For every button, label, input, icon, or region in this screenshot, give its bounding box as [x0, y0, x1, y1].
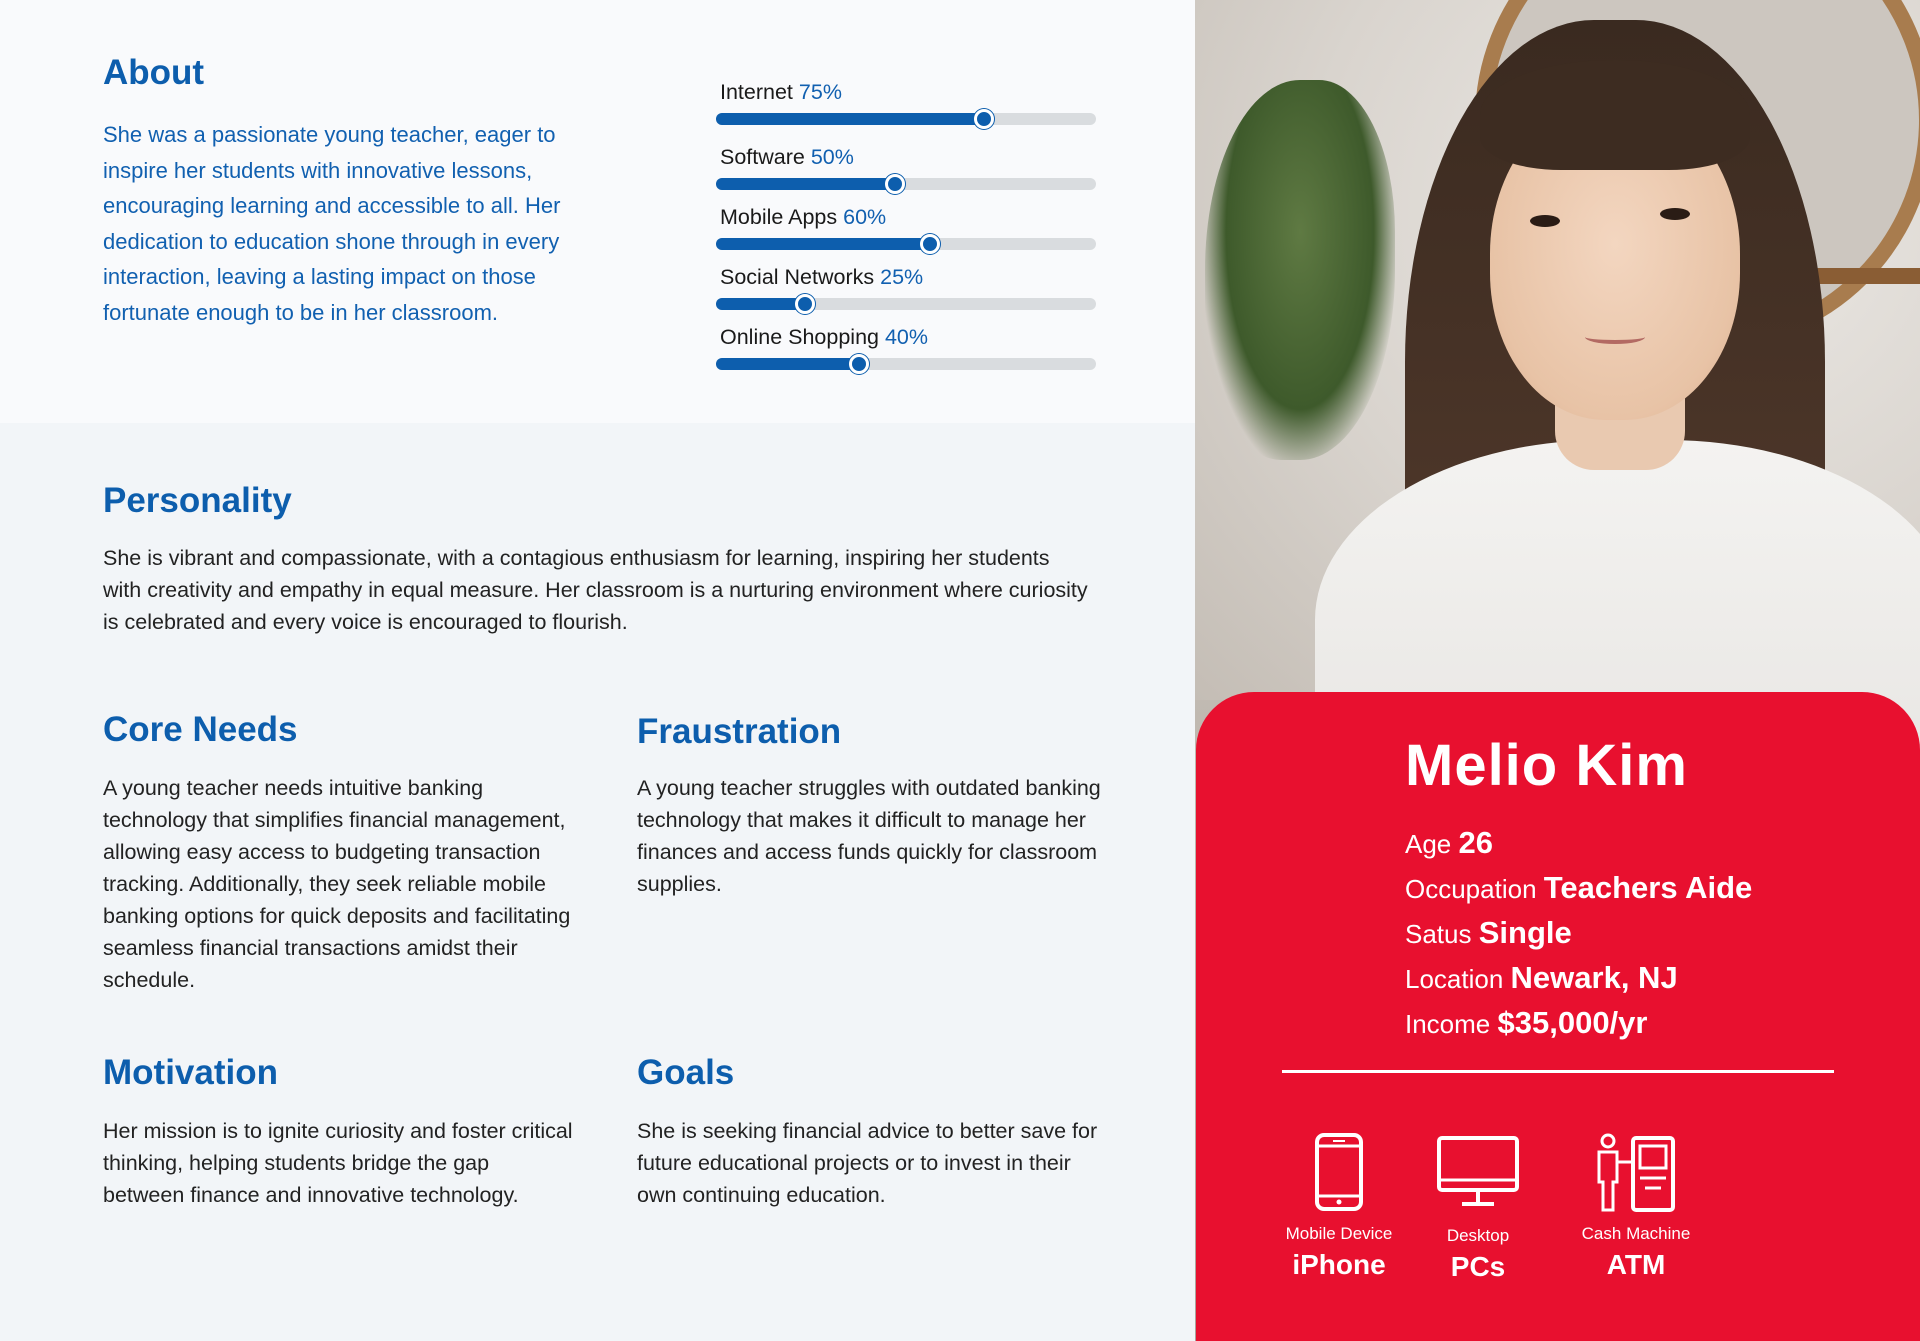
device-value: PCs	[1450, 1251, 1506, 1282]
frustration-heading: Fraustration	[637, 712, 842, 751]
device-caption: Cash Machine	[1581, 1224, 1691, 1243]
device-mobile	[1259, 1132, 1419, 1302]
about-heading: About	[103, 53, 205, 92]
occupation-row: Occupation Teachers Aide	[1405, 870, 1753, 905]
skill-fill	[716, 178, 895, 190]
skill-knob	[795, 294, 815, 314]
skill-track	[716, 298, 1096, 310]
skill-knob	[849, 354, 869, 374]
core-needs-heading: Core Needs	[103, 710, 298, 749]
goals-heading: Goals	[637, 1053, 735, 1092]
motivation-heading: Motivation	[103, 1053, 278, 1092]
location-row: Location Newark, NJ	[1405, 960, 1678, 995]
motivation-text: Her mission is to ignite curiosity and foster critical thinking, helping students bridge the gap between finance and innovative technology.	[103, 1119, 573, 1207]
skill-knob	[920, 234, 940, 254]
smartphone-icon	[1314, 1132, 1364, 1217]
profile-card	[1196, 692, 1920, 1341]
device-desktop	[1398, 1132, 1558, 1302]
skill-fill	[716, 358, 859, 370]
device-atm	[1556, 1132, 1716, 1302]
skill-label: Social Networks 25%	[720, 265, 924, 289]
age-row: Age 26	[1405, 825, 1493, 860]
skill-fill	[716, 238, 930, 250]
skill-bar	[716, 205, 1096, 265]
skill-label: Internet 75%	[720, 80, 842, 104]
skill-label: Software 50%	[720, 145, 854, 169]
atm-icon	[1595, 1132, 1677, 1217]
device-caption: Mobile Device	[1285, 1224, 1393, 1243]
device-caption: Desktop	[1446, 1226, 1510, 1245]
desktop-monitor-icon	[1436, 1135, 1520, 1214]
frustration-text: A young teacher struggles with outdated banking technology that makes it difficult to manage her finances and access funds quickly for classroom supplies.	[637, 776, 1101, 896]
skill-track	[716, 113, 1096, 125]
skill-knob	[885, 174, 905, 194]
goals-text: She is seeking financial advice to better save for future educational projects or to invest in their own continuing education.	[637, 1119, 1098, 1207]
skill-bar	[716, 265, 1096, 325]
device-value: ATM	[1606, 1249, 1666, 1280]
income-row: Income $35,000/yr	[1405, 1005, 1648, 1040]
skill-track	[716, 238, 1096, 250]
skill-bar	[716, 80, 1096, 140]
skill-fill	[716, 298, 805, 310]
device-value: iPhone	[1292, 1249, 1386, 1280]
skill-bar	[716, 325, 1096, 385]
skill-fill	[716, 113, 984, 125]
persona-name: Melio Kim	[1405, 733, 1688, 798]
skill-knob	[974, 109, 994, 129]
about-text: She was a passionate young teacher, eager to inspire her students with innovative lessons, encouraging learning and accessible to all. Her dedication to education shone through in every interaction, leaving a lasting impact on those fortunate enough to be in her classroom.	[103, 122, 561, 325]
personality-text: She is vibrant and compassionate, with a contagious enthusiasm for learning, inspiring her students with creativity and empathy in equal measure. Her classroom is a nurturing environment where curiosity is celebrated and every voice is encouraged to flourish.	[103, 546, 1088, 634]
personality-heading: Personality	[103, 481, 292, 520]
status-row: Satus Single	[1405, 915, 1572, 950]
skill-track	[716, 358, 1096, 370]
skill-label: Mobile Apps 60%	[720, 205, 887, 229]
skill-bar	[716, 145, 1096, 205]
skill-track	[716, 178, 1096, 190]
skill-label: Online Shopping 40%	[720, 325, 929, 349]
card-divider	[1282, 1070, 1834, 1073]
core-needs-text: A young teacher needs intuitive banking technology that simplifies financial management, allowing easy access to budgeting transaction tracking. Additionally, they seek reliable mobile banking options for quick deposits and facilitating seamless financial transactions amidst their schedule.	[103, 776, 571, 992]
